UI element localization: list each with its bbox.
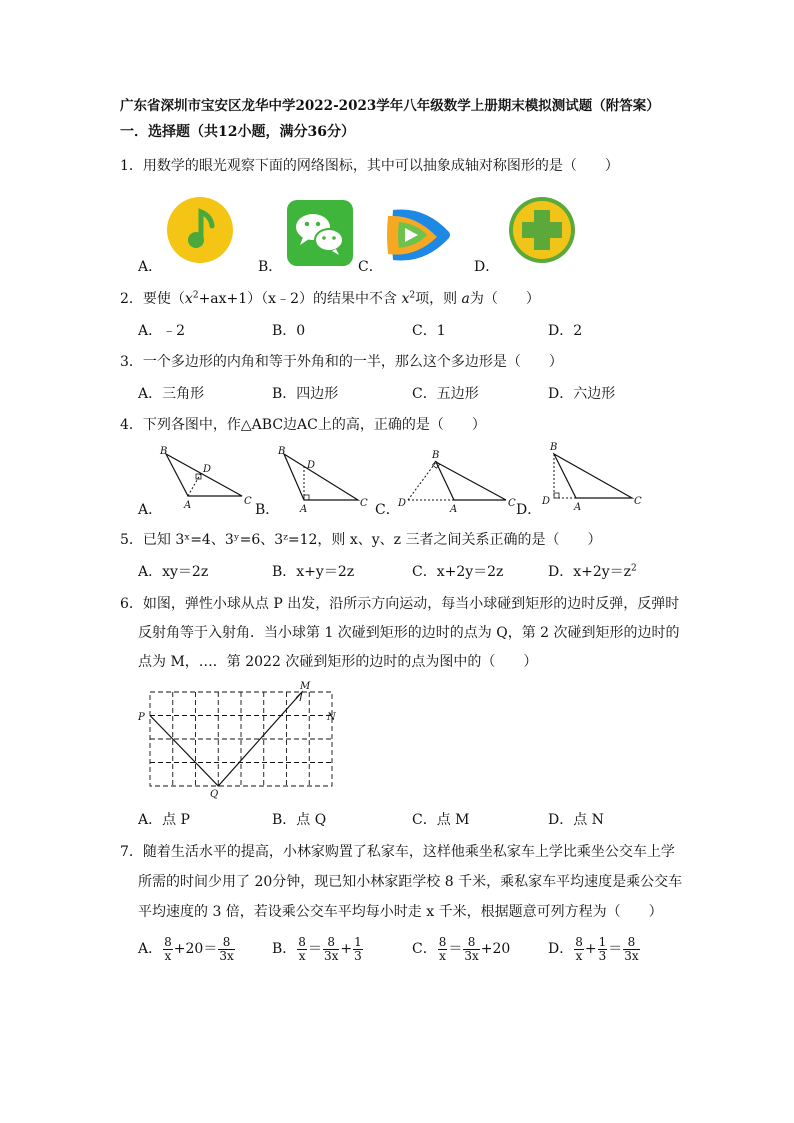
q2-stem: 2．要使$(x^2+ax+1)(x﹣2)$的结果中不含 $x^2$项，则 a为（ ） [120,290,540,307]
q7-option-b: B． $\frac{8}{x}$ ＝ $\frac{8}{3x}$ + $\frac{1}{3}$ [272,934,362,963]
q7-line1: 7．随着生活水平的提高，小林家购置了私家车，这样他乘坐私家车上学比乘坐公交车上学 [120,844,675,860]
svg-text:B: B [160,446,168,457]
q4-figure-a [158,444,258,514]
q4-figure-d [538,440,648,514]
q4-figure-c [394,444,524,514]
svg-text:B: B [432,450,440,461]
q7-line2: 所需的时间少用了 20分钟，现已知小林家距学校 8 千米，乘私家车平均速度是乘公交车 [138,874,683,890]
svg-text:M: M [300,681,311,692]
svg-text:A: A [184,500,192,511]
q6-option-b: B．点 Q [272,812,327,828]
svg-text:B: B [550,442,558,453]
svg-text:C: C [634,496,642,507]
q4-option-a: A． [138,502,163,518]
q7-option-a: A． $\frac{8}{x}$ +20＝ $\frac{8}{3x}$ [138,934,234,963]
q3-option-a: A．三角形 [138,386,205,402]
svg-text:D: D [203,464,212,475]
svg-text:C: C [360,498,368,509]
q1-option-d: D． [474,259,500,275]
q7-line3: 平均速度的 3 倍，若设乘公交车平均每小时走 x 千米，根据题意可列方程为（ ） [138,904,663,920]
svg-text:B: B [278,446,286,457]
svg-text:D: D [398,498,407,509]
q5-stem: 5．已知 3ˣ=4、3ʸ=6、3ᶻ=12，则 x、y、z 三者之间关系正确的是（ ） [120,532,602,548]
tencent-video-icon [385,204,455,266]
q5-option-b: B．x+y＝2z [272,564,355,580]
q2-option-a: A．﹣2 [138,323,186,339]
q6-option-d: D．点 N [548,812,604,828]
q4-figure-b [276,444,376,514]
section-heading: 一．选择题（共12小题，满分36分） [120,124,355,140]
q3-option-b: B．四边形 [272,386,339,402]
q1-option-a: A． [138,259,163,275]
q6-line3: 点为 M，…．第 2022 次碰到矩形的边时的点为图中的（ ） [138,654,538,670]
q1-option-c: C． [358,259,383,275]
svg-text:C: C [244,496,252,507]
q6-option-a: A．点 P [138,812,190,828]
svg-text:N: N [327,712,336,723]
q4-stem: 4．下列各图中，作△ABC边AC上的高，正确的是（ ） [120,417,486,433]
q2-option-d: D．2 [548,323,583,339]
q6-grid-figure [136,680,346,798]
svg-text:D: D [307,460,316,471]
q3-option-d: D．六边形 [548,386,616,402]
q4-option-d: D． [516,502,542,518]
q3-option-c: C．五边形 [412,386,479,402]
svg-text:A: A [450,504,458,515]
q6-option-c: C．点 M [412,812,470,828]
q2-option-b: B．0 [272,323,306,339]
q7-option-c: C． $\frac{8}{x}$ ＝ $\frac{8}{3x}$ +20 [412,934,511,963]
q5-option-a: A．xy＝2z [138,564,209,580]
svg-text:A: A [574,502,582,513]
q4-option-b: B． [255,502,280,518]
q4-option-c: C． [375,502,400,518]
svg-text:A: A [300,504,308,515]
q6-line1: 6．如图，弹性小球从点 P 出发，沿所示方向运动，每当小球碰到矩形的边时反弹，反弹时 [120,596,680,612]
q6-line2: 反射角等于入射角．当小球第 1 次碰到矩形的边时的点为 Q，第 2 次碰到矩形的边时的 [138,625,680,641]
security-guard-icon [508,196,576,264]
qq-music-icon [166,196,234,264]
q1-option-b: B． [258,259,283,275]
q7-option-d: D． $\frac{8}{x}$ + $\frac{1}{3}$ ＝ $\frac{8}{3x}$ [548,934,639,963]
page-title: 广东省深圳市宝安区龙华中学2022-2023学年八年级数学上册期末模拟测试题（附答案） [120,98,660,114]
q5-option-c: C．x+2y＝2z [412,564,504,580]
q3-stem: 3．一个多边形的内角和等于外角和的一半，那么这个多边形是（ ） [120,354,563,370]
svg-text:C: C [508,498,516,509]
wechat-icon [287,200,353,266]
q2-option-c: C．1 [412,323,446,339]
svg-text:D: D [542,496,551,507]
svg-text:P: P [138,712,145,723]
q5-option-d: D．$x+2y=z^2$ [548,563,637,580]
svg-text:Q: Q [210,789,219,800]
q1-stem: 1．用数学的眼光观察下面的网络图标，其中可以抽象成轴对称图形的是（ ） [120,158,619,174]
